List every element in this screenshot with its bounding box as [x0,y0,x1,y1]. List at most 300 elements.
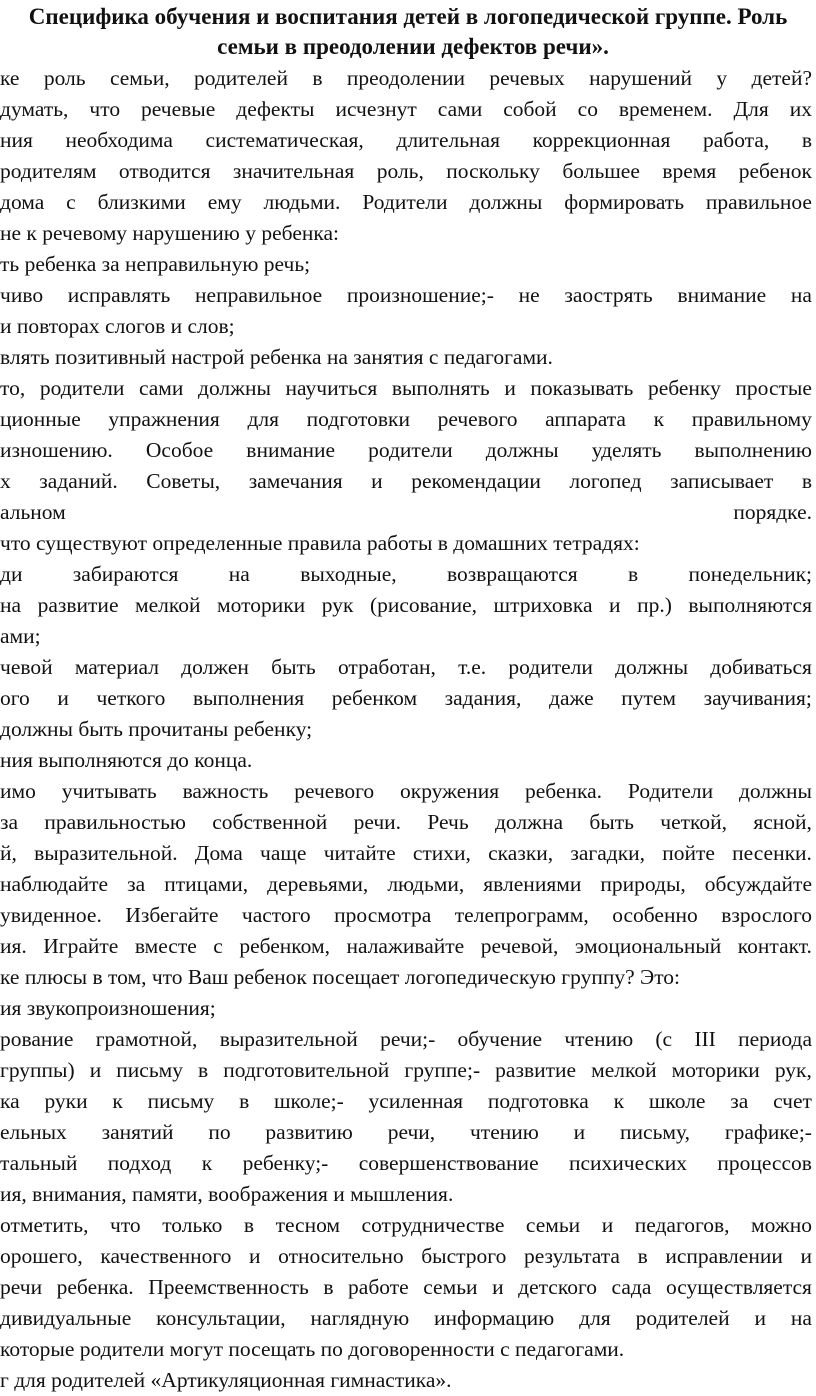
text-line-content [0,404,816,435]
text-line [0,466,816,497]
word: для [579,1306,611,1330]
text-line-content [0,466,816,497]
word: школе;- [274,1089,344,1113]
text-line-content: которые родители могут посещать по договоренности с педагогами. [0,1337,625,1361]
word: в [312,66,323,90]
word: к [653,407,665,431]
text-line-content: ами; [0,624,41,648]
word: работа, [702,128,770,152]
word: речевые [141,97,216,121]
word: внимание [246,438,336,462]
word: речи [0,1275,43,1299]
word: что [89,97,121,121]
word: усиленная [368,1089,464,1113]
word: поскольку [446,159,540,183]
word: подготовительной [223,1058,390,1082]
word: орошего, [0,1244,83,1268]
word: обучение [457,1027,543,1051]
text-line-content [0,1303,816,1334]
word: чаще [260,841,307,865]
word: собственной [212,810,328,834]
word: ния [0,128,33,152]
word: процессов [717,1151,812,1175]
word: Родители [362,190,448,214]
text-line [0,1241,816,1272]
word: природы, [600,872,686,896]
word: внимание [677,283,767,307]
word: развитию [265,1120,353,1144]
word: родители [368,438,453,462]
word: чтению [564,1027,634,1051]
text-line [0,1086,816,1117]
title-line-2: семьи в преодолении дефектов речи». [217,34,609,59]
text-line-content [0,1024,816,1055]
word: путем [621,686,677,710]
word: счет [773,1089,812,1113]
text-line-content: влять позитивный настрой ребенка на занятия с педагогами. [0,345,553,369]
text-line [0,714,816,745]
word: письму, [620,1120,690,1144]
word: упражнения [108,407,220,431]
word: педагогов, [634,1213,730,1237]
word: т.е. [458,655,487,679]
word: необходима [65,128,173,152]
word: на [228,562,250,586]
text-line [0,1303,816,1334]
text-line [0,1272,816,1303]
word: рекомендации [411,469,541,493]
word: отработан, [337,655,436,679]
word: психических [569,1151,687,1175]
word: с [66,190,76,214]
word: детей? [751,66,812,90]
text-line [0,342,816,373]
word: телепрограмм, [454,903,589,927]
word: и [371,469,383,493]
word: Родители [627,779,714,803]
word: и [601,1213,614,1237]
word: взрослого [721,903,812,927]
text-line [0,1365,816,1396]
word: и [249,1244,261,1268]
word: ди [0,562,23,586]
word: штриховка [493,593,593,617]
text-line [0,931,816,962]
word: письму [116,1058,183,1082]
word: в [198,1058,209,1082]
text-line [0,652,816,683]
word: тальный [0,1151,78,1175]
text-line [0,1055,816,1086]
word: группы) [0,1058,75,1082]
word: пр.) [637,593,672,617]
word: за [127,872,146,896]
word: четкого [96,686,166,710]
word: длительная [396,128,500,152]
word: правильное [705,190,812,214]
text-line-content [0,683,816,714]
text-line-content [0,1055,816,1086]
word: забираются [72,562,179,586]
text-line [0,900,816,931]
word: изношению. [0,438,113,462]
text-line-content [0,1272,816,1303]
word: школе [648,1089,706,1113]
text-line-content [0,187,816,218]
word: добиваться [710,655,812,679]
word: должны [485,438,559,462]
word: моторики [217,593,306,617]
word: ребенка. [525,779,603,803]
word: подготовка [487,1089,589,1113]
word: собой [503,97,557,121]
word: читайте [323,841,396,865]
word: мелкой [591,1058,657,1082]
word: чевой [0,655,53,679]
word: выполнения [192,686,305,710]
word: Особое [145,438,214,462]
text-line [0,528,816,559]
text-line-content: что существуют определенные правила работы в домашних тетрадях: [0,531,640,555]
text-line-content [0,1086,816,1117]
word: думать, [0,97,69,121]
word: ребенку;- [242,1151,329,1175]
text-line-content [0,869,816,900]
word: на [790,283,812,307]
word: чиво [0,283,44,307]
text-line [0,249,816,280]
word: формировать [564,190,685,214]
text-line [0,1117,816,1148]
word: выполнению [694,438,812,462]
text-line-content [0,652,816,683]
word: работе [348,1275,409,1299]
word: временем. [618,97,713,121]
word: ого [0,686,30,710]
word: вместе [134,934,197,958]
word: речи, [387,1120,436,1144]
word: ясной, [753,810,812,834]
word: детского [518,1275,597,1299]
word: и [492,1275,504,1299]
word: и [504,376,516,400]
word: сами [437,97,483,121]
word: осуществляется [665,1275,812,1299]
word: речи;- [380,1027,436,1051]
text-line [0,745,816,776]
word: близкими [97,190,186,214]
text-line-content [0,373,816,404]
text-line-content [0,435,816,466]
text-line [0,435,816,466]
word: Дома [194,841,243,865]
word: четкой, [660,810,727,834]
word: к [613,1089,625,1113]
word: систематическая, [205,128,364,152]
word: ребенком, [239,934,330,958]
text-line-left-part: альном [0,500,66,524]
word: время [662,159,717,183]
word: ребенок [738,159,812,183]
word: ке [0,66,20,90]
text-line-content: ть ребенка за неправильную речь; [0,252,311,276]
text-line [0,683,816,714]
text-line-content [0,931,816,962]
text-line [0,807,816,838]
word: Преемственность [148,1275,309,1299]
word: Советы, [146,469,221,493]
word: консультации, [156,1306,286,1330]
word: записывает [670,469,774,493]
word: для [247,407,279,431]
word: эмоциональный [574,934,722,958]
word: сотрудничестве [361,1213,505,1237]
word: графике;- [724,1120,812,1144]
word: родителям [0,159,97,183]
text-line [0,1210,816,1241]
word: коррекционная [532,128,671,152]
word: неправильное [195,283,323,307]
text-line-content [0,1210,816,1241]
word: по [208,1120,231,1144]
text-line [0,187,816,218]
word: речевой, [480,934,559,958]
word: быстрого [421,1244,507,1268]
word: произношение;- [346,283,494,307]
word: выполняются [688,593,812,617]
word: отводится [118,159,211,183]
word: можно [751,1213,812,1237]
word: задания, [444,686,522,710]
word: дефекты [236,97,315,121]
word: мелкой [135,593,201,617]
word: выходные, [300,562,397,586]
word: заучивания; [703,686,812,710]
word: на [790,1306,812,1330]
word: большее [562,159,640,183]
text-line-content [0,900,816,931]
word: птицами, [164,872,249,896]
word: и [609,593,621,617]
text-line [0,218,816,249]
text-line-content [0,1148,816,1179]
word: должен [181,655,249,679]
word: должны [198,376,271,400]
word: ребенком [331,686,418,710]
word: научиться [285,376,378,400]
word: замечания [248,469,343,493]
word: учитывать [61,779,157,803]
word: значительная [232,159,355,183]
word: частого [241,903,311,927]
word: результата [523,1244,620,1268]
document-body [0,63,816,1396]
word: нарушений [589,66,693,90]
word: периода [738,1027,812,1051]
word: чтению [469,1120,539,1144]
word: наглядную [310,1306,410,1330]
word: совершенствование [358,1151,539,1175]
word: деревьями, [267,872,369,896]
word: развитие [495,1058,577,1082]
text-line [0,1024,816,1055]
word: правильностью [44,810,186,834]
text-line [0,559,816,590]
word: сказки, [488,841,554,865]
word: выразительной [219,1027,358,1051]
word: ельных [0,1120,67,1144]
text-line-content: и повторах слогов и слов; [0,314,235,338]
word: исчезнут [335,97,417,121]
word: понедельник; [688,562,812,586]
word: речевого [294,779,375,803]
word: сами [138,376,184,400]
text-line [0,94,816,125]
text-line [0,1148,816,1179]
word: даже [549,686,594,710]
text-line-content [0,776,816,807]
text-line-content [0,1117,816,1148]
word: дома [0,190,45,214]
text-line [0,497,816,528]
text-line-content [0,807,816,838]
word: руки [44,1089,88,1113]
word: то, [0,376,26,400]
text-line [0,962,816,993]
word: родители [39,376,125,400]
word: й, [0,841,17,865]
word: родителей [635,1306,730,1330]
word: окружения [400,779,500,803]
text-line [0,776,816,807]
word: и [754,1306,766,1330]
word: отметить, [0,1213,89,1237]
word: явлениями [483,872,582,896]
word: логопед [569,469,642,493]
word: быть [271,655,316,679]
text-line-content: ке плюсы в том, что Ваш ребенок посещает логопедическую группу? Это: [0,965,681,989]
text-line-content [0,156,816,187]
text-line [0,1334,816,1365]
word: рук [321,593,354,617]
word: рование [0,1027,74,1051]
word: письму [147,1089,215,1113]
word: загадки, [570,841,646,865]
word: стихи, [412,841,471,865]
word: развитие [37,593,119,617]
word: в [801,128,812,152]
text-line-content [0,280,816,311]
text-line-content [0,559,816,590]
word: семьи [423,1275,478,1299]
word: правильному [691,407,812,431]
word: людьми. [263,190,341,214]
word: ребенку [647,376,721,400]
text-line [0,373,816,404]
word: исправлять [67,283,171,307]
word: Речь [427,810,469,834]
text-line-right-part: порядке. [733,500,812,524]
word: особенно [612,903,698,927]
word: у [716,66,728,90]
text-line-content [0,63,816,94]
text-line [0,156,816,187]
word: подготовки [306,407,410,431]
word: и [57,686,69,710]
word: выразительной. [34,841,178,865]
word: в [243,1213,255,1237]
text-line-content [0,125,816,156]
word: имо [0,779,36,803]
word: дивидуальные [0,1306,132,1330]
word: должны [615,655,689,679]
word: семьи [525,1213,581,1237]
word: Для [733,97,769,121]
word: ционные [0,407,81,431]
text-line-content: ния выполняются до конца. [0,748,253,772]
word: ка [0,1089,20,1113]
word: занятий [101,1120,174,1144]
text-line-content: ия звукопроизношения; [0,996,216,1020]
text-line-content: г для родителей «Артикуляционная гимнастика». [0,1368,452,1392]
word: речевого [437,407,518,431]
text-line-content: не к речевому нарушению у ребенка: [0,221,340,245]
word: в [239,1089,250,1113]
word: что [110,1213,141,1237]
word: к [112,1089,123,1113]
word: группе;- [404,1058,481,1082]
word: информацию [434,1306,555,1330]
text-line [0,590,816,621]
text-line [0,404,816,435]
word: и [89,1058,102,1082]
word: со [577,97,598,121]
word: ия. [0,934,27,958]
text-line [0,621,816,652]
word: речевых [489,66,565,90]
word: рук, [774,1058,812,1082]
word: ему [207,190,242,214]
word: ребенка. [56,1275,134,1299]
word: (с [655,1027,673,1051]
text-line [0,869,816,900]
word: людьми, [387,872,465,896]
word: Избегайте [125,903,219,927]
word: и [800,1244,812,1268]
word: качественного [100,1244,232,1268]
word: пойте [662,841,715,865]
word: Играйте [43,934,119,958]
word: заострять [564,283,653,307]
word: простые [735,376,812,400]
word: тесном [275,1213,341,1237]
word: увиденное. [0,903,102,927]
word: должны [469,190,543,214]
word: обсуждайте [704,872,812,896]
word: роль [43,66,86,90]
word: подход [107,1151,172,1175]
word: заданий. [39,469,118,493]
word: семьи, [109,66,170,90]
text-line-content [0,94,816,125]
word: преодолении [346,66,465,90]
word: наблюдайте [0,872,109,896]
text-line-content: ия, внимания, памяти, воображения и мышления. [0,1182,454,1206]
word: не [518,283,540,307]
word: песенки. [732,841,812,865]
word: налаживайте [346,934,465,958]
word: в [323,1275,334,1299]
